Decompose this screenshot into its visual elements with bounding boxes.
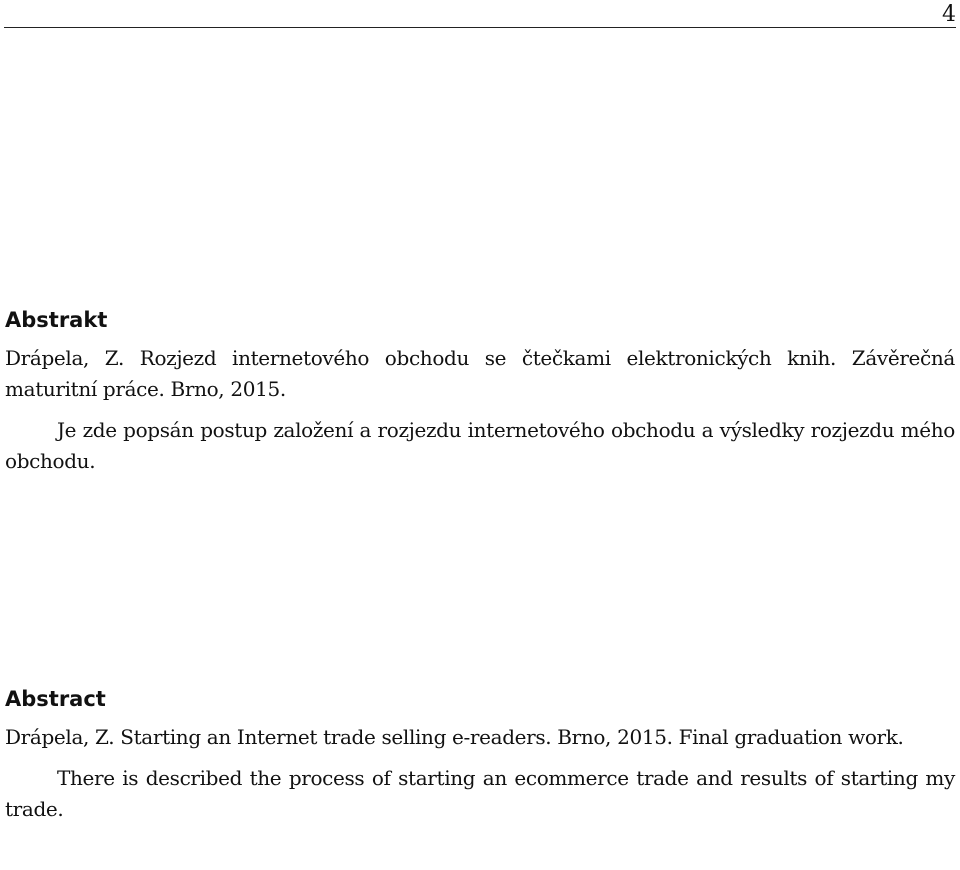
abstrakt-body: Je zde popsán postup založení a rozjezdu internetového obchodu a výsledky rozjezdu mého obchodu. xyxy=(5,418,955,473)
abstrakt-section xyxy=(5,306,955,477)
header-rule xyxy=(4,27,956,28)
abstract-heading: Abstract xyxy=(5,687,106,711)
abstract-section xyxy=(5,685,955,825)
abstrakt-heading: Abstrakt xyxy=(5,308,108,332)
abstract-body: There is described the process of starting an ecommerce trade and results of starting my trade. xyxy=(5,766,955,821)
abstract-citation: Drápela, Z. Starting an Internet trade selling e-readers. Brno, 2015. Final graduation work. xyxy=(5,725,904,749)
page-number: 4 xyxy=(942,2,956,27)
abstrakt-citation: Drápela, Z. Rozjezd internetového obchodu se čtečkami elektronických knih. Závěrečná maturitní práce. Brno, 2015. xyxy=(5,346,955,401)
